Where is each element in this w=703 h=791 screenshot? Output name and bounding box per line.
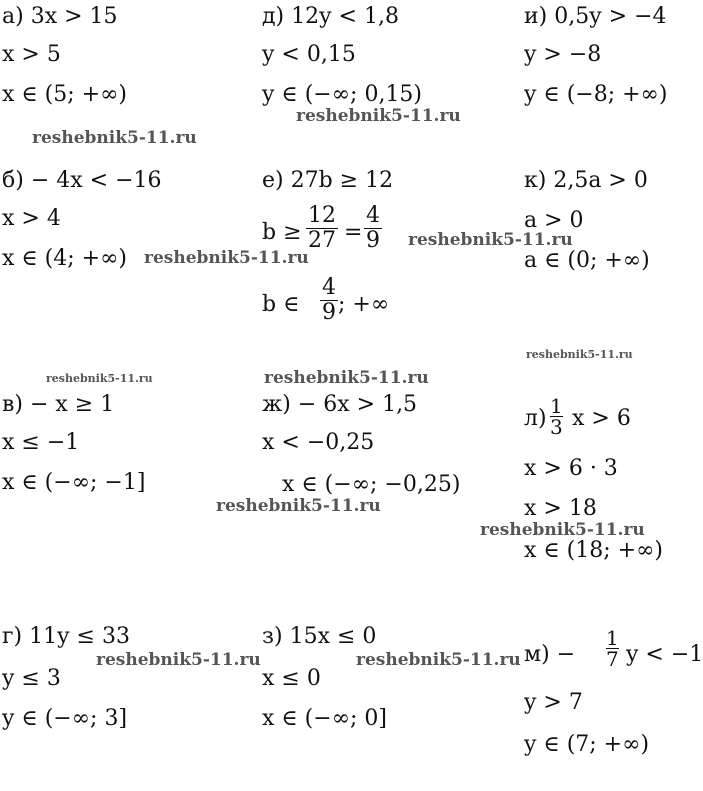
item-zh-answer: x ∈ (−∞; −0,25)	[282, 472, 461, 497]
item-a-head: а) 3x > 15	[2, 4, 118, 29]
item-i-step: y > −8	[524, 42, 602, 67]
watermark: reshebnik5-11.ru	[408, 230, 573, 250]
item-z-head: з) 15x ≤ 0	[262, 624, 377, 649]
fraction-numerator: 1	[606, 626, 619, 650]
item-m-prefix: м) −	[524, 642, 576, 667]
item-l-prefix: л)	[524, 406, 547, 431]
fraction-denominator: 9	[366, 228, 380, 253]
item-zh-step: x < −0,25	[262, 430, 375, 455]
fraction-denominator: 3	[550, 415, 563, 439]
item-d-step: y < 0,15	[262, 42, 356, 67]
item-g-step: y ≤ 3	[2, 666, 61, 691]
item-k-answer: a ∈ (0; +∞)	[524, 248, 650, 273]
item-z-answer: x ∈ (−∞; 0]	[262, 706, 388, 731]
item-e-answer-suffix: ; +∞	[338, 292, 390, 317]
item-e-head: е) 27b ≥ 12	[262, 168, 394, 193]
watermark: reshebnik5-11.ru	[356, 650, 521, 670]
item-i-answer: y ∈ (−8; +∞)	[524, 82, 668, 107]
fraction-numerator: 4	[322, 275, 336, 300]
item-l-step2: x > 18	[524, 496, 597, 521]
item-e-fraction-12-27	[306, 204, 338, 253]
item-v-head: в) − x ≥ 1	[2, 392, 115, 417]
item-l-fraction	[550, 396, 563, 437]
item-b-answer: x ∈ (4; +∞)	[2, 246, 128, 271]
item-z-step: x ≤ 0	[262, 666, 321, 691]
item-v-step: x ≤ −1	[2, 430, 80, 455]
watermark: reshebnik5-11.ru	[296, 106, 461, 126]
item-i-head: и) 0,5y > −4	[524, 4, 667, 29]
item-a-answer: x ∈ (5; +∞)	[2, 82, 128, 107]
item-e-fraction-4-9	[364, 204, 382, 253]
item-d-head: д) 12y < 1,8	[262, 4, 399, 29]
watermark: reshebnik5-11.ru	[264, 368, 429, 388]
fraction-denominator: 9	[322, 300, 336, 325]
item-m-suffix: y < −1	[626, 642, 703, 667]
item-l-suffix: x > 6	[572, 406, 631, 431]
item-k-head: к) 2,5a > 0	[524, 168, 648, 193]
item-zh-head: ж) − 6x > 1,5	[262, 392, 418, 417]
item-d-answer: y ∈ (−∞; 0,15)	[262, 82, 423, 107]
watermark: reshebnik5-11.ru	[46, 372, 153, 385]
item-a-step: x > 5	[2, 42, 61, 67]
watermark: reshebnik5-11.ru	[32, 128, 197, 148]
item-l-step1: x > 6 · 3	[524, 456, 618, 481]
item-b-head: б) − 4x < −16	[2, 168, 162, 193]
item-l-answer: x ∈ (18; +∞)	[524, 538, 664, 563]
item-m-answer: y ∈ (7; +∞)	[524, 732, 650, 757]
item-e-answer-prefix: b ∈	[262, 292, 300, 317]
item-g-head: г) 11y ≤ 33	[2, 624, 130, 649]
fraction-denominator: 27	[308, 228, 336, 253]
fraction-denominator: 7	[606, 647, 619, 671]
item-v-answer: x ∈ (−∞; −1]	[2, 470, 146, 495]
watermark: reshebnik5-11.ru	[216, 496, 381, 516]
watermark: reshebnik5-11.ru	[144, 248, 309, 268]
fraction-numerator: 12	[308, 203, 336, 228]
item-m-fraction	[606, 628, 619, 669]
item-b-step: x > 4	[2, 206, 61, 231]
watermark: reshebnik5-11.ru	[480, 520, 645, 540]
fraction-numerator: 1	[550, 394, 563, 418]
item-k-step: a > 0	[524, 208, 584, 233]
item-e-equals: =	[344, 220, 363, 245]
watermark: reshebnik5-11.ru	[526, 348, 633, 361]
fraction-numerator: 4	[366, 203, 380, 228]
item-e-step-prefix: b ≥	[262, 220, 302, 245]
item-m-step: y > 7	[524, 690, 583, 715]
item-e-answer-fraction	[320, 276, 338, 325]
item-g-answer: y ∈ (−∞; 3]	[2, 706, 128, 731]
watermark: reshebnik5-11.ru	[96, 650, 261, 670]
